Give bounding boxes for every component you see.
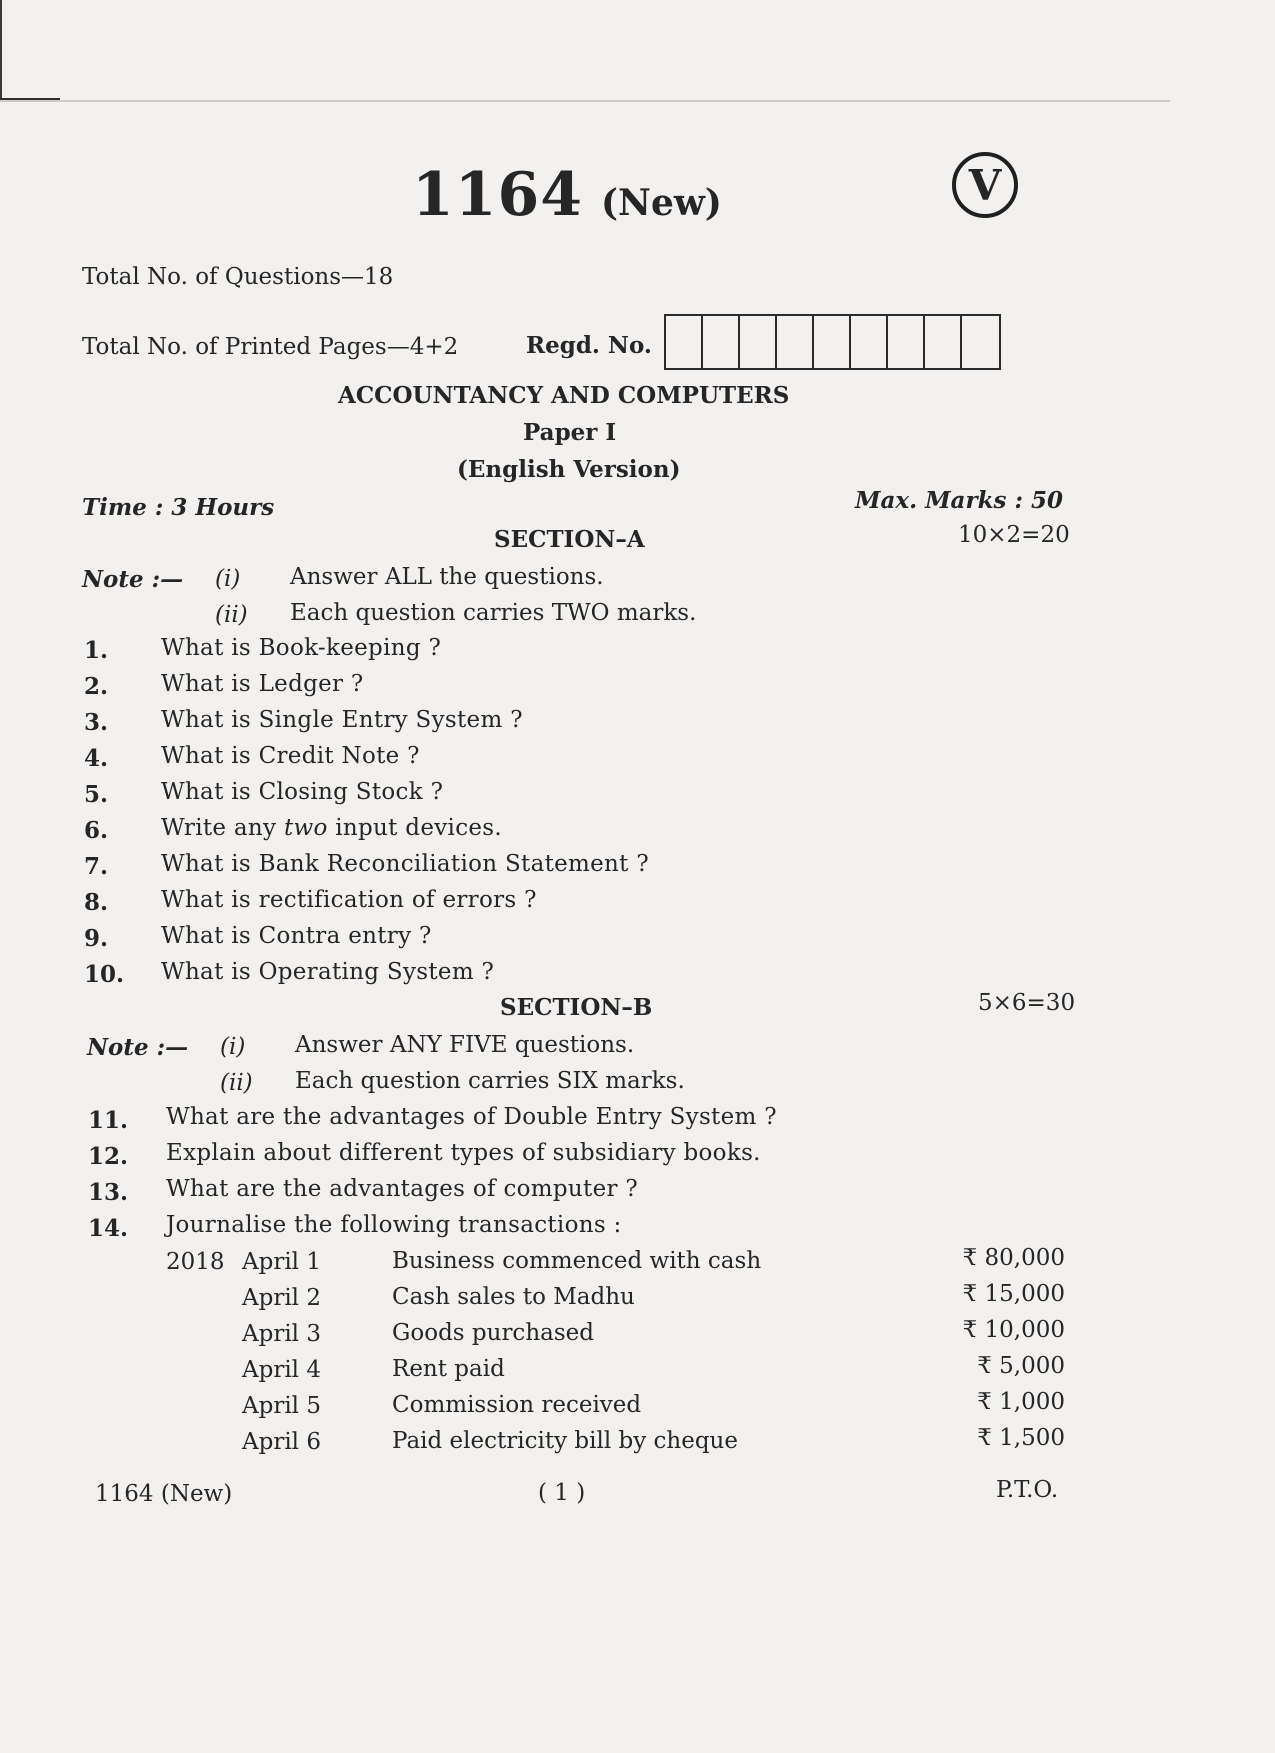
question-number: 12. [88, 1143, 129, 1170]
page-number: ( 1 ) [538, 1480, 586, 1506]
question-text: What is Book-keeping ? [161, 635, 442, 661]
transaction-description: Goods purchased [392, 1320, 594, 1346]
paper-title [412, 160, 722, 230]
transaction-date: April 6 [242, 1429, 321, 1455]
regd-digit-box[interactable] [740, 316, 777, 368]
regd-digit-box[interactable] [888, 316, 925, 368]
question-number: 14. [88, 1215, 129, 1242]
section-b-note-label: Note :— [87, 1034, 189, 1061]
footer-code: 1164 (New) [95, 1481, 233, 1507]
transaction-description: Rent paid [392, 1356, 505, 1382]
note-item-num: (ii) [220, 1070, 253, 1096]
question-number: 8. [84, 889, 109, 916]
question-number: 11. [88, 1107, 129, 1134]
note-item-text: Each question carries TWO marks. [290, 600, 697, 626]
question-text: What is rectification of errors ? [161, 887, 537, 913]
regd-digit-box[interactable] [814, 316, 851, 368]
note-item-num: (i) [215, 566, 241, 592]
question-text: Journalise the following transactions : [166, 1212, 622, 1238]
question-text: What is Operating System ? [161, 959, 495, 985]
transaction-date: April 1 [242, 1249, 321, 1275]
transaction-date: April 5 [242, 1393, 321, 1419]
question-number: 2. [84, 673, 109, 700]
section-a-title: SECTION–A [494, 526, 645, 553]
subject-title: ACCOUNTANCY AND COMPUTERS [338, 382, 790, 409]
question-number: 1. [84, 637, 109, 664]
time-allowed: Time : 3 Hours [82, 494, 275, 521]
question-number: 4. [84, 745, 109, 772]
transaction-amount: ₹ 1,000 [977, 1389, 1065, 1415]
regd-digit-box[interactable] [703, 316, 740, 368]
question-number: 9. [84, 925, 109, 952]
transaction-year: 2018 [166, 1249, 225, 1275]
question-number: 3. [84, 709, 109, 736]
question-number: 5. [84, 781, 109, 808]
transaction-description: Business commenced with cash [392, 1248, 762, 1274]
paper-code: 1164 [412, 160, 583, 230]
transaction-date: April 2 [242, 1285, 321, 1311]
question-text: Explain about different types of subsidiary books. [166, 1140, 761, 1166]
question-text: What are the advantages of Double Entry System ? [166, 1104, 777, 1130]
question-text [161, 815, 502, 841]
question-text: What is Closing Stock ? [161, 779, 444, 805]
question-text-part: input devices. [327, 815, 503, 841]
question-text: What is Ledger ? [161, 671, 364, 697]
regd-digit-box[interactable] [925, 316, 962, 368]
section-a-marks: 10×2=20 [958, 522, 1070, 548]
question-number: 6. [84, 817, 109, 844]
question-number: 13. [88, 1179, 129, 1206]
transaction-date: April 3 [242, 1321, 321, 1347]
regd-number-boxes[interactable] [664, 314, 1001, 370]
question-text-part: Write any [161, 815, 284, 841]
question-text: What are the advantages of computer ? [166, 1176, 639, 1202]
section-b-title: SECTION–B [500, 994, 653, 1021]
question-text: What is Credit Note ? [161, 743, 420, 769]
pto-label: P.T.O. [996, 1477, 1059, 1503]
note-item-text: Each question carries SIX marks. [295, 1068, 685, 1094]
transaction-description: Cash sales to Madhu [392, 1284, 635, 1310]
transaction-amount: ₹ 80,000 [962, 1245, 1065, 1271]
note-item-text: Answer ALL the questions. [290, 564, 604, 590]
total-pages: Total No. of Printed Pages—4+2 [82, 334, 459, 360]
paper-number: Paper I [523, 419, 617, 446]
paper-version: (English Version) [457, 456, 681, 483]
regd-digit-box[interactable] [851, 316, 888, 368]
transaction-description: Commission received [392, 1392, 642, 1418]
transaction-amount: ₹ 1,500 [977, 1425, 1065, 1451]
transaction-amount: ₹ 10,000 [962, 1317, 1065, 1343]
note-item-num: (ii) [215, 602, 248, 628]
question-text: What is Single Entry System ? [161, 707, 523, 733]
paper-edition: (New) [601, 182, 722, 224]
regd-label: Regd. No. [526, 332, 652, 359]
regd-digit-box[interactable] [666, 316, 703, 368]
section-b-marks: 5×6=30 [978, 990, 1076, 1016]
question-text: What is Contra entry ? [161, 923, 432, 949]
question-number: 7. [84, 853, 109, 880]
transaction-date: April 4 [242, 1357, 321, 1383]
regd-digit-box[interactable] [962, 316, 999, 368]
note-item-text: Answer ANY FIVE questions. [295, 1032, 635, 1058]
note-item-num: (i) [220, 1034, 246, 1060]
transaction-description: Paid electricity bill by cheque [392, 1428, 738, 1454]
question-text-emphasis: two [283, 815, 328, 841]
max-marks: Max. Marks : 50 [855, 487, 1063, 514]
section-a-note-label: Note :— [82, 566, 184, 593]
version-badge: V [952, 152, 1018, 218]
question-text: What is Bank Reconciliation Statement ? [161, 851, 649, 877]
regd-digit-box[interactable] [777, 316, 814, 368]
total-questions: Total No. of Questions—18 [82, 264, 394, 290]
question-number: 10. [84, 961, 125, 988]
transaction-amount: ₹ 5,000 [977, 1353, 1065, 1379]
transaction-amount: ₹ 15,000 [962, 1281, 1065, 1307]
